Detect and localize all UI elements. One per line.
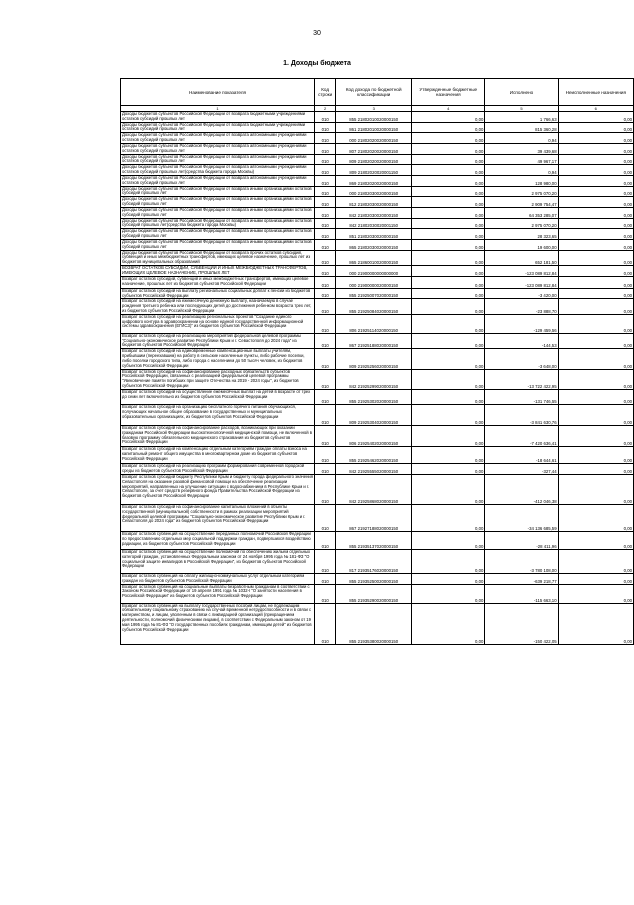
table-cell-code: 010 [315, 218, 336, 229]
table-cell-executed: -23 888,70 [485, 299, 558, 314]
table-cell-executed: 652 181,50 [485, 250, 558, 265]
table-cell-unexecuted: 0,00 [558, 218, 633, 229]
table-cell-executed: 0,94 [485, 165, 558, 176]
header-classification: Код дохода по бюджетной классификации [336, 79, 412, 106]
table-row [121, 314, 634, 333]
table-cell-approved: 0,00 [412, 266, 485, 277]
table-cell-approved: 0,00 [412, 573, 485, 584]
table-cell-approved: 0,00 [412, 175, 485, 186]
table-cell-name: Доходы бюджетов субъектов Российской Федерации от возврата иными организациями остатков субсидий прошлых лет [121, 239, 315, 250]
table-cell-executed: 1 766,63 [485, 112, 558, 123]
table-header-row [121, 79, 634, 106]
table-cell-unexecuted: 0,00 [558, 314, 633, 333]
table-cell-code: 010 [315, 584, 336, 603]
table-cell-classification: 867 21925188020000150 [336, 333, 412, 348]
table-cell-approved: 0,00 [412, 603, 485, 644]
table-cell-name: Возврат остатков субсидий на компенсацию отдельным категориям граждан оплаты взноса на капитальный ремонт общего имущества в многоквартирном доме из бюджетов субъектов Российской Федерации [121, 446, 315, 463]
table-cell-code: 010 [315, 250, 336, 265]
table-cell-approved: 0,00 [412, 165, 485, 176]
table-cell-approved: 0,00 [412, 250, 485, 265]
table-cell-unexecuted: 0,00 [558, 584, 633, 603]
table-cell-executed: 0,94 [485, 133, 558, 144]
table-cell-classification: 842 21925868020000150 [336, 474, 412, 504]
table-cell-unexecuted: 0,00 [558, 250, 633, 265]
table-cell-name: Возврат остатков субвенций на выплату государственных пособий лицам, не подлежащим обязательному социальному страхованию на случай временной нетрудоспособности и в связи с материнством, и лицам, уволенным в связи с ликвидацией организаций (прекращением деятельности, полномочий физическими лицами), в соответствии с Федеральным законом от 19 мая 1995 года № 81-ФЗ "О государственных пособиях гражданам, имеющим детей" из бюджетов субъектов Российской Федерации [121, 603, 315, 644]
table-row [121, 603, 634, 644]
table-row [121, 250, 634, 265]
table-cell-classification: 855 21935380020000150 [336, 603, 412, 644]
column-number: 4 [412, 106, 485, 112]
table-cell-code: 010 [315, 573, 336, 584]
table-cell-classification: 861 21802010020000150 [336, 122, 412, 133]
table-row [121, 369, 634, 389]
table-cell-classification: 855 21935137020000150 [336, 531, 412, 549]
table-cell-unexecuted: 0,00 [558, 288, 633, 299]
table-cell-classification: 865 21802030020000150 [336, 239, 412, 250]
table-cell-unexecuted: 0,00 [558, 154, 633, 165]
table-cell-unexecuted: 0,00 [558, 197, 633, 208]
table-cell-executed: -3 648,00 [485, 349, 558, 369]
table-cell-name: Доходы бюджетов субъектов Российской Федерации от возврата бюджетными учреждениями остатков субсидий прошлых лет [121, 122, 315, 133]
table-cell-classification: 807 21802020020000150 [336, 143, 412, 154]
table-cell-unexecuted: 0,00 [558, 333, 633, 348]
table-cell-classification: 809 21925304020000150 [336, 404, 412, 425]
table-cell-approved: 0,00 [412, 299, 485, 314]
table-cell-classification: 817 21935176020000150 [336, 549, 412, 573]
table-cell-code: 010 [315, 207, 336, 218]
table-cell-name: Возврат остатков субсидий бюджету Республики Крым и бюджету города федерального значения Севастополя на оказание разовой финансовой помощи на обеспечение реализации мероприятий, направленных на улучшение ситуации с водоснабжением в Республике Крым и г. Севастополе, за счет средств резервного фонда Правительства Российской Федерации из бюджетов субъектов Российской Федерации [121, 474, 315, 504]
table-row [121, 133, 634, 144]
table-cell-classification: 855 21802010020000150 [336, 112, 412, 123]
table-cell-name: Возврат остатков субсидий на реализацию программ формирования современной городской среды из бюджетов субъектов Российской Федерации [121, 463, 315, 474]
table-cell-unexecuted: 0,00 [558, 186, 633, 197]
table-cell-unexecuted: 0,00 [558, 573, 633, 584]
table-cell-code: 010 [315, 504, 336, 531]
table-cell-approved: 0,00 [412, 186, 485, 197]
table-cell-classification: 806 21925402020000150 [336, 425, 412, 446]
table-cell-unexecuted: 0,00 [558, 446, 633, 463]
table-cell-classification: 851 21802030020000150 [336, 229, 412, 240]
table-cell-approved: 0,00 [412, 463, 485, 474]
table-cell-code: 010 [315, 349, 336, 369]
table-cell-unexecuted: 0,00 [558, 112, 633, 123]
table-cell-name: Возврат остатков субсидий на ежемесячную денежную выплату, назначаемую в случае рождения третьего ребенка или последующих детей до достижения ребенком возраста трех лет, из бюджетов субъектов Российской Федерации [121, 299, 315, 314]
table-cell-approved: 0,00 [412, 229, 485, 240]
table-cell-unexecuted: 0,00 [558, 276, 633, 288]
table-row [121, 446, 634, 463]
table-cell-name: Доходы бюджетов субъектов Российской Федерации от возврата прочих остатков субсидий, субвенций и иных межбюджетных трансфертов, имеющих целевое назначение, прошлых лет из бюджетов муниципальных образований [121, 250, 315, 265]
table-row [121, 266, 634, 277]
table-row [121, 239, 634, 250]
table-cell-approved: 0,00 [412, 369, 485, 389]
table-row [121, 122, 634, 133]
income-table [120, 78, 634, 645]
table-row [121, 218, 634, 229]
table-cell-classification: 806 21925114020000150 [336, 314, 412, 333]
table-cell-approved: 0,00 [412, 207, 485, 218]
table-cell-approved: 0,00 [412, 474, 485, 504]
table-row [121, 549, 634, 573]
table-row [121, 474, 634, 504]
table-cell-name: ВОЗВРАТ ОСТАТКОВ СУБСИДИЙ, СУБВЕНЦИЙ И ИНЫХ МЕЖБЮДЖЕТНЫХ ТРАНСФЕРТОВ, ИМЕЮЩИХ ЦЕЛЕВОЕ НАЗНАЧЕНИЕ, ПРОШЛЫХ ЛЕТ [121, 266, 315, 277]
section-title: 1. Доходы бюджета [283, 60, 351, 67]
table-cell-approved: 0,00 [412, 122, 485, 133]
table-cell-unexecuted: 0,00 [558, 239, 633, 250]
column-number: 1 [121, 106, 315, 112]
table-cell-approved: 0,00 [412, 197, 485, 208]
table-cell-code: 010 [315, 197, 336, 208]
table-cell-code: 010 [315, 143, 336, 154]
table-cell-classification: 855 21925007020000150 [336, 288, 412, 299]
table-row [121, 186, 634, 197]
table-cell-approved: 0,00 [412, 143, 485, 154]
column-number: 5 [485, 106, 558, 112]
table-cell-name: Доходы бюджетов субъектов Российской Федерации от возврата иными организациями остатков субсидий прошлых лет(средства бюджета города Москвы) [121, 218, 315, 229]
table-cell-executed: 28 323,65 [485, 229, 558, 240]
table-cell-unexecuted: 0,00 [558, 369, 633, 389]
table-cell-executed: -123 089 812,84 [485, 266, 558, 277]
table-cell-approved: 0,00 [412, 425, 485, 446]
table-cell-approved: 0,00 [412, 531, 485, 549]
header-name: Наименование показателя [121, 79, 315, 106]
table-cell-unexecuted: 0,00 [558, 474, 633, 504]
table-cell-executed: -34 136 685,59 [485, 504, 558, 531]
table-cell-unexecuted: 0,00 [558, 389, 633, 404]
table-cell-name: Возврат остатков субвенций на осуществление переданных полномочий Российской Федерации по предоставлению отдельных мер социальной поддержки граждан, подвергшихся воздействию радиации, из бюджетов субъектов Российской Федерации [121, 531, 315, 549]
table-cell-executed: -639 218,77 [485, 573, 558, 584]
table-cell-approved: 0,00 [412, 239, 485, 250]
header-unexecuted: Неисполненные назначения [558, 79, 633, 106]
table-cell-classification: 869 21802020020000150 [336, 175, 412, 186]
table-row [121, 197, 634, 208]
table-row [121, 299, 634, 314]
table-cell-name: Возврат остатков субвенций на социальные выплаты безработным гражданам в соответствии с Законом Российской Федерации от 19 апреля 1991 года № 1032-I "О занятости населения в Российской Федерации" из бюджетов субъектов Российской Федерации [121, 584, 315, 603]
table-cell-executed: 64 353 285,07 [485, 207, 558, 218]
table-cell-name: Возврат остатков субсидий на единовременные компенсационные выплаты учителям, прибывшим (переехавшим) на работу в сельские населенные пункты, либо рабочие поселки, либо поселки городского типа, либо города с населением до 50 тысяч человек, из бюджетов субъектов Российской Федерации [121, 349, 315, 369]
table-cell-approved: 0,00 [412, 389, 485, 404]
table-cell-name: Возврат остатков субвенций на осуществление полномочий по обеспечению жильем отдельных категорий граждан, установленных Федеральным законом от 24 ноября 1995 года № 181-ФЗ "О социальной защите инвалидов в Российской Федерации", из бюджетов субъектов Российской Федерации [121, 549, 315, 573]
table-row [121, 531, 634, 549]
table-cell-executed: -129 459,56 [485, 314, 558, 333]
table-cell-code: 010 [315, 531, 336, 549]
table-cell-approved: 0,00 [412, 404, 485, 425]
table-cell-code: 010 [315, 474, 336, 504]
table-cell-code: 010 [315, 266, 336, 277]
table-cell-name: Доходы бюджетов субъектов Российской Федерации от возврата иными организациями остатков субсидий прошлых лет [121, 186, 315, 197]
table-cell-code: 010 [315, 549, 336, 573]
table-cell-executed: 2 975 070,20 [485, 218, 558, 229]
table-cell-unexecuted: 0,00 [558, 175, 633, 186]
table-cell-approved: 0,00 [412, 333, 485, 348]
table-cell-executed: 19 600,00 [485, 239, 558, 250]
table-cell-classification: 842 21802030020001150 [336, 218, 412, 229]
table-cell-executed: 2 975 070,20 [485, 186, 558, 197]
table-cell-code: 010 [315, 333, 336, 348]
table-cell-code: 010 [315, 175, 336, 186]
table-cell-approved: 0,00 [412, 288, 485, 299]
table-cell-unexecuted: 0,00 [558, 531, 633, 549]
table-cell-unexecuted: 0,00 [558, 165, 633, 176]
table-cell-unexecuted: 0,00 [558, 603, 633, 644]
table-cell-code: 010 [315, 276, 336, 288]
table-cell-name: Возврат остатков субсидий на софинансирование капитальных вложений в объекты государственной (муниципальной) собственности в рамках реализации мероприятий федеральной целевой программы "Социально-экономическое развитие Республики Крым и г. Севастополя до 2024 года" из бюджетов субъектов Российской Федерации [121, 504, 315, 531]
table-cell-classification: 855 21935250020000150 [336, 573, 412, 584]
table-cell-name: Возврат остатков субсидий на выплату региональных социальных доплат к пенсии из бюджетов субъектов Российской Федерации [121, 288, 315, 299]
table-row [121, 389, 634, 404]
table-cell-code: 010 [315, 369, 336, 389]
table-cell-name: Возврат остатков субсидий на осуществление ежемесячных выплат на детей в возрасте от трех до семи лет включительно из бюджетов субъектов Российской Федерации [121, 389, 315, 404]
column-number: 6 [558, 106, 633, 112]
table-cell-code: 010 [315, 446, 336, 463]
table-row [121, 425, 634, 446]
table-cell-approved: 0,00 [412, 549, 485, 573]
table-cell-approved: 0,00 [412, 584, 485, 603]
table-cell-executed: -144,53 [485, 333, 558, 348]
table-cell-unexecuted: 0,00 [558, 404, 633, 425]
table-cell-code: 010 [315, 425, 336, 446]
table-cell-executed: -115 663,10 [485, 584, 558, 603]
table-cell-code: 010 [315, 154, 336, 165]
table-cell-name: Возврат остатков субсидий на реализацию мероприятий федеральной целевой программы "Социально-экономическое развитие Республики Крым и г. Севастополя до 2024 года" из бюджетов субъектов Российской Федерации [121, 333, 315, 348]
table-cell-unexecuted: 0,00 [558, 463, 633, 474]
table-row [121, 276, 634, 288]
table-cell-code: 010 [315, 239, 336, 250]
table-cell-name: Доходы бюджетов субъектов Российской Федерации от возврата бюджетными учреждениями остатков субсидий прошлых лет [121, 112, 315, 123]
table-cell-executed: -150 422,05 [485, 603, 558, 644]
table-cell-classification: 855 21925462020000150 [336, 446, 412, 463]
table-cell-executed: -3 780 108,00 [485, 549, 558, 573]
table-cell-executed: -123 089 812,84 [485, 276, 558, 288]
table-cell-executed: 2 909 754,47 [485, 197, 558, 208]
table-cell-name: Доходы бюджетов субъектов Российской Федерации от возврата автономными учреждениями остатков субсидий прошлых лет [121, 143, 315, 154]
table-cell-approved: 0,00 [412, 154, 485, 165]
table-cell-classification: 000 21900000020000150 [336, 276, 412, 288]
table-cell-name: Доходы бюджетов субъектов Российской Федерации от возврата иными организациями остатков субсидий прошлых лет [121, 197, 315, 208]
table-cell-unexecuted: 0,00 [558, 133, 633, 144]
table-cell-classification: 842 21925555020000150 [336, 463, 412, 474]
table-cell-unexecuted: 0,00 [558, 504, 633, 531]
table-cell-code: 010 [315, 133, 336, 144]
table-row [121, 333, 634, 348]
table-cell-name: Доходы бюджетов субъектов Российской Федерации от возврата иными организациями остатков субсидий прошлых лет [121, 207, 315, 218]
table-cell-name: Доходы бюджетов субъектов Российской Федерации от возврата автономными учреждениями остатков субсидий прошлых лет [121, 175, 315, 186]
table-cell-classification: 855 21925084020000150 [336, 299, 412, 314]
table-row [121, 207, 634, 218]
table-cell-unexecuted: 0,00 [558, 299, 633, 314]
table-cell-classification: 809 21925256020000150 [336, 349, 412, 369]
table-cell-unexecuted: 0,00 [558, 425, 633, 446]
table-cell-code: 010 [315, 314, 336, 333]
table-cell-classification: 855 21925302020000150 [336, 389, 412, 404]
table-cell-executed: 49 967,17 [485, 154, 558, 165]
table-cell-code: 010 [315, 603, 336, 644]
header-executed: Исполнено [485, 79, 558, 106]
table-cell-code: 010 [315, 288, 336, 299]
table-cell-classification: 809 21802020020001150 [336, 165, 412, 176]
table-cell-code: 010 [315, 186, 336, 197]
table-cell-name: Возврат остатков субсидий на софинансирование расходов, возникающих при оказании гражданам Российской Федерации высокотехнологичной медицинской помощи, не включенной в базовую программу обязательного медицинского страхования из бюджетов субъектов Российской Федерации [121, 425, 315, 446]
table-row [121, 165, 634, 176]
table-cell-code: 010 [315, 389, 336, 404]
table-cell-unexecuted: 0,00 [558, 122, 633, 133]
column-number: 3 [336, 106, 412, 112]
table-cell-executed: -13 722 422,95 [485, 369, 558, 389]
table-cell-classification: 842 21925299020000150 [336, 369, 412, 389]
table-cell-approved: 0,00 [412, 314, 485, 333]
table-cell-classification: 000 21802030020000150 [336, 186, 412, 197]
table-cell-name: Доходы бюджетов субъектов Российской Федерации от возврата иными организациями остатков субсидий прошлых лет [121, 229, 315, 240]
table-cell-executed: -412 046,38 [485, 474, 558, 504]
table-cell-approved: 0,00 [412, 112, 485, 123]
table-row [121, 288, 634, 299]
table-cell-code: 010 [315, 229, 336, 240]
table-cell-executed: -3 841 630,76 [485, 404, 558, 425]
table-cell-code: 010 [315, 165, 336, 176]
table-cell-classification: 867 21927188020000150 [336, 504, 412, 531]
table-cell-executed: 39 439,68 [485, 143, 558, 154]
table-cell-code: 010 [315, 463, 336, 474]
table-cell-classification: 855 21935290020000150 [336, 584, 412, 603]
table-row [121, 154, 634, 165]
table-cell-classification: 812 21802030020000150 [336, 197, 412, 208]
table-row [121, 404, 634, 425]
table-cell-approved: 0,00 [412, 218, 485, 229]
table-row [121, 349, 634, 369]
column-number: 2 [315, 106, 336, 112]
table-cell-executed: -3 420,00 [485, 288, 558, 299]
table-row [121, 573, 634, 584]
table-cell-code: 010 [315, 299, 336, 314]
table-cell-name: Доходы бюджетов субъектов Российской Федерации от возврата автономными учреждениями остатков субсидий прошлых лет(средства бюджета города Москвы) [121, 165, 315, 176]
table-cell-code: 010 [315, 404, 336, 425]
table-cell-name: Возврат остатков субвенций на оплату жилищно-коммунальных услуг отдельным категориям граждан из бюджетов субъектов Российской Федерации [121, 573, 315, 584]
table-row [121, 463, 634, 474]
table-cell-classification: 000 21802020020000150 [336, 133, 412, 144]
table-cell-executed: 815 360,28 [485, 122, 558, 133]
table-cell-classification: 842 21802030020000150 [336, 207, 412, 218]
table-cell-unexecuted: 0,00 [558, 229, 633, 240]
table-cell-unexecuted: 0,00 [558, 266, 633, 277]
table-cell-executed: -28 411,96 [485, 531, 558, 549]
table-row [121, 584, 634, 603]
table-cell-approved: 0,00 [412, 133, 485, 144]
header-code: Код строки [315, 79, 336, 106]
table-row [121, 112, 634, 123]
table-cell-unexecuted: 0,00 [558, 349, 633, 369]
table-cell-name: Доходы бюджетов субъектов Российской Федерации от возврата автономными учреждениями остатков субсидий прошлых лет [121, 133, 315, 144]
table-cell-name: Возврат остатков субсидий на реализацию региональных проектов "Создание единого цифрового контура в здравоохранении на основе единой государственной информационной системы здравоохранения (ЕГИСЗ)" из бюджетов субъектов Российской Федерации [121, 314, 315, 333]
table-cell-code: 010 [315, 112, 336, 123]
table-cell-classification: 809 21802020020000150 [336, 154, 412, 165]
header-approved: Утвержденные бюджетные назначения [412, 79, 485, 106]
table-cell-name: Возврат остатков субсидий, субвенций и иных межбюджетных трансфертов, имеющих целевое назначение, прошлых лет из бюджетов субъектов Российской Федерации [121, 276, 315, 288]
table-cell-unexecuted: 0,00 [558, 143, 633, 154]
table-row [121, 175, 634, 186]
table-cell-approved: 0,00 [412, 446, 485, 463]
table-row [121, 143, 634, 154]
table-row [121, 504, 634, 531]
table-cell-name: Возврат остатков субсидий на организацию бесплатного горячего питания обучающихся, получающих начальное общее образование в государственных и муниципальных образовательных организациях, из бюджетов субъектов Российской Федерации [121, 404, 315, 425]
table-cell-approved: 0,00 [412, 504, 485, 531]
table-cell-classification: 000 21900000000000000 [336, 266, 412, 277]
table-row [121, 229, 634, 240]
table-cell-unexecuted: 0,00 [558, 549, 633, 573]
table-cell-name: Возврат остатков субсидий на софинансирование расходных обязательств субъектов Российской Федерации, связанных с реализацией федеральной целевой программы "Увековечение памяти погибших при защите Отечества на 2019 - 2024 годы", из бюджетов субъектов Российской Федерации [121, 369, 315, 389]
table-cell-approved: 0,00 [412, 349, 485, 369]
table-cell-unexecuted: 0,00 [558, 207, 633, 218]
table-cell-executed: -327,44 [485, 463, 558, 474]
table-cell-executed: -7 420 636,41 [485, 425, 558, 446]
table-cell-classification: 865 21860010020000150 [336, 250, 412, 265]
table-cell-executed: -18 644,61 [485, 446, 558, 463]
table-cell-executed: 128 980,00 [485, 175, 558, 186]
page-number: 30 [313, 30, 321, 37]
table-cell-approved: 0,00 [412, 276, 485, 288]
table-cell-executed: -131 746,55 [485, 389, 558, 404]
table-cell-name: Доходы бюджетов субъектов Российской Федерации от возврата автономными учреждениями остатков субсидий прошлых лет [121, 154, 315, 165]
table-cell-code: 010 [315, 122, 336, 133]
